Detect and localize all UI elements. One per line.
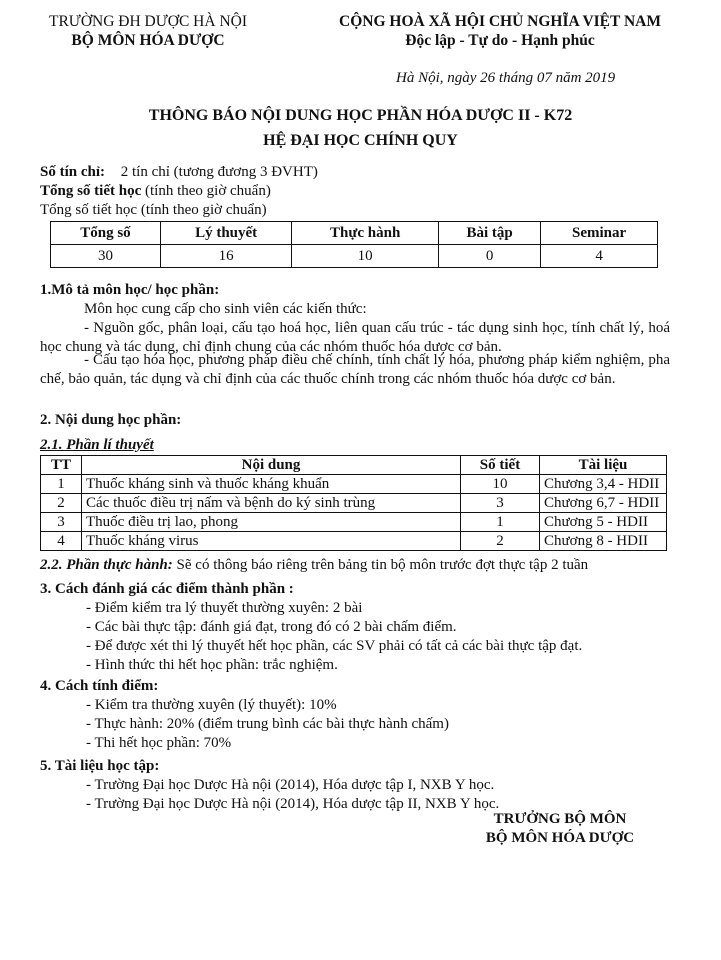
table-row [41,494,667,513]
credits-line [40,163,318,182]
header-total: Tổng số [51,222,161,245]
row-content: Thuốc kháng virus [82,532,461,551]
hours-line [40,182,271,201]
header-seminar: Seminar [541,222,658,245]
table-row [41,532,667,551]
section3-list [86,599,582,675]
list-item: - Thực hành: 20% (điểm trung bình các bài thực hành chấm) [86,716,449,732]
row-number: 4 [41,532,82,551]
row-reference: Chương 3,4 - HDII [540,475,667,494]
row-content: Thuốc điều trị lao, phong [82,513,461,532]
theory-table [40,455,667,551]
section2-title: 2. Nội dung học phần: [40,412,182,428]
credits-label: Số tín chỉ: [40,164,106,180]
section4-title: 4. Cách tính điểm: [40,678,159,694]
section1-colon: : [214,282,220,298]
section4-list [86,696,449,753]
list-item: - Thi hết học phần: 70% [86,735,232,751]
section5-list [86,776,499,814]
row-content: Các thuốc điều trị nấm và bệnh do ký sinh trùng [82,494,461,513]
header-reference: Tài liệu [540,456,667,475]
value-exercise: 0 [438,245,540,268]
country-name: CỘNG HOÀ XÃ HỘI CHỦ NGHĨA VIỆT NAM [339,13,661,30]
hours-table-row [51,245,658,268]
signature-department: BỘ MÔN HÓA DƯỢC [485,830,635,846]
header-content: Nội dung [82,456,461,475]
header-exercise: Bài tập [438,222,540,245]
row-reference: Chương 5 - HDII [540,513,667,532]
section2-practice-label: 2.2. Phần thực hành: [40,557,173,573]
list-item: - Điểm kiểm tra lý thuyết thường xuyên: 2 bài [86,600,363,616]
value-practice: 10 [292,245,439,268]
section2-practice-text: Sẽ có thông báo riêng trên bảng tin bộ môn trước đợt thực tập 2 tuần [172,557,589,573]
hours-table [50,221,658,268]
signature-title: TRƯỞNG BỘ MÔN [493,811,627,827]
row-number: 2 [41,494,82,513]
list-item: - Các bài thực tập: đánh giá đạt, trong đó có 2 bài chấm điểm. [86,619,457,635]
list-item: - Kiểm tra thường xuyên (lý thuyết): 10% [86,697,337,713]
credits-value: 2 tín chỉ (tương đương 3 ĐVHT) [120,164,318,180]
list-item: - Để được xét thi lý thuyết hết học phần, các SV phải có tất cả các bài thực tập đạt. [86,638,583,654]
theory-table-header [41,456,667,475]
section1-intro: Môn học cung cấp cho sinh viên các kiến thức: [84,301,367,317]
row-reference: Chương 6,7 - HDII [540,494,667,513]
section1-bullet1: - Nguồn gốc, phân loại, cấu tạo hoá học, liên quan cấu trúc - tác dụng sinh học, tính chất lý, hoá học chung và tác dụng, chỉ định chung của các nhóm thuốc hóa dược cơ bản. [40,320,670,355]
section1-heading [40,281,219,300]
list-item: - Trường Đại học Dược Hà nội (2014), Hóa dược tập I, NXB Y học. [86,777,495,793]
section5-title: 5. Tài liệu học tập: [40,758,160,774]
hours-note: (tính theo giờ chuẩn) [145,183,271,199]
row-periods: 10 [461,475,540,494]
section1-title: 1.Mô tả môn học/ học phần [40,282,215,298]
row-content: Thuốc kháng sinh và thuốc kháng khuẩn [82,475,461,494]
header-practice: Thực hành [292,222,439,245]
national-motto: Độc lập - Tự do - Hạnh phúc [405,32,595,49]
list-item: - Hình thức thi hết học phần: trắc nghiệm. [86,657,338,673]
header-periods: Số tiết [461,456,540,475]
signature-block [470,810,650,848]
row-number: 1 [41,475,82,494]
section1-bullet2: - Cấu tạo hóa học, phương pháp điều chế chính, tính chất lý hóa, phương pháp kiểm nghiệm, pha chế, bảo quản, tác dụng và chỉ định của các thuốc chính trong các nhóm thuốc hóa dược cơ bản. [40,352,670,387]
header-tt: TT [41,456,82,475]
institution-header [38,12,258,50]
value-theory: 16 [160,245,291,268]
document-title: THÔNG BÁO NỘI DUNG HỌC PHẦN HÓA DƯỢC II - K72 [148,107,573,124]
row-reference: Chương 8 - HDII [540,532,667,551]
hours-line-repeat: Tổng số tiết học (tính theo giờ chuẩn) [40,202,267,218]
section2-theory-title: 2.1. Phần lí thuyết [40,437,154,453]
row-number: 3 [41,513,82,532]
row-periods: 2 [461,532,540,551]
hours-table-header [51,222,658,245]
university-name: TRƯỜNG ĐH DƯỢC HÀ NỘI [49,13,247,30]
section2-practice-line [40,556,588,575]
document-subtitle: HỆ ĐẠI HỌC CHÍNH QUY [263,132,458,149]
value-total: 30 [51,245,161,268]
national-header [310,12,690,50]
row-periods: 3 [461,494,540,513]
document-date: Hà Nội, ngày 26 tháng 07 năm 2019 [396,70,616,86]
table-row [41,475,667,494]
header-theory: Lý thuyết [160,222,291,245]
value-seminar: 4 [541,245,658,268]
table-row [41,513,667,532]
section3-title: 3. Cách đánh giá các điểm thành phần : [40,581,294,597]
row-periods: 1 [461,513,540,532]
list-item: - Trường Đại học Dược Hà nội (2014), Hóa dược tập II, NXB Y học. [86,796,500,812]
department-name: BỘ MÔN HÓA DƯỢC [71,32,225,49]
hours-label: Tổng số tiết học [40,183,142,199]
